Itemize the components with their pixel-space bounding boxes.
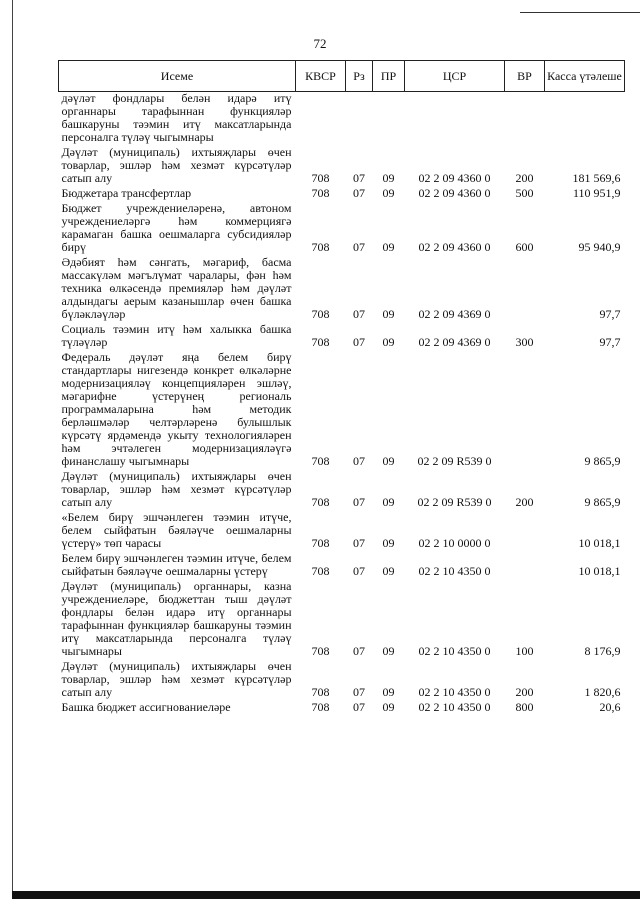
cell-vr: 800 (515, 700, 534, 714)
header-rz: Рз (346, 61, 373, 92)
cell-rz: 07 (353, 700, 365, 714)
cell-kvsr: 708 (311, 335, 330, 349)
cell-vr: 200 (515, 495, 534, 509)
cell-vr (505, 509, 545, 550)
cell-kvsr: 708 (311, 536, 330, 550)
cell-csr: 02 2 10 4350 0 (418, 644, 491, 658)
cell-kvsr: 708 (311, 454, 330, 468)
cell-name: Башка бюджет ассигнованиеләре (61, 700, 231, 714)
cell-name: Социаль тәэмин итү һәм халыкка башка түләүләр (61, 322, 292, 349)
cell-amount (545, 92, 625, 145)
header-kvsr: КВСР (296, 61, 346, 92)
cell-kvsr: 708 (311, 685, 330, 699)
cell-amount: 1 820,6 (584, 685, 621, 699)
cell-csr (405, 92, 505, 145)
cell-vr (505, 550, 545, 578)
page-number: 72 (313, 36, 327, 51)
cell-amount: 110 951,9 (572, 186, 621, 200)
cell-kvsr: 708 (311, 240, 330, 254)
cell-pr (373, 92, 405, 145)
cell-pr: 09 (382, 644, 395, 658)
cell-kvsr: 708 (311, 171, 330, 185)
cell-csr: 02 2 09 R539 0 (417, 495, 492, 509)
cell-vr: 200 (515, 171, 534, 185)
cell-amount: 97,7 (599, 335, 621, 349)
cell-kvsr: 708 (311, 644, 330, 658)
table-body (59, 92, 625, 715)
cell-csr: 02 2 09 4360 0 (418, 186, 491, 200)
cell-rz: 07 (353, 644, 365, 658)
table-row (59, 321, 625, 349)
table-row (59, 349, 625, 468)
table-row (59, 92, 625, 145)
cell-rz: 07 (353, 186, 365, 200)
cell-name: Дәүләт (муниципаль) ихтыяҗлары өчен товарлар, эшләр һәм хезмәт күрсәтүләр сатып алу (61, 145, 292, 185)
cell-kvsr: 708 (311, 700, 330, 714)
cell-rz: 07 (353, 454, 365, 468)
cell-pr: 09 (382, 240, 395, 254)
cell-csr: 02 2 10 4350 0 (418, 564, 491, 578)
table-header-row (59, 61, 625, 92)
cell-csr: 02 2 09 R539 0 (417, 454, 492, 468)
table-row (59, 578, 625, 658)
cell-kvsr: 708 (311, 186, 330, 200)
table-row (59, 509, 625, 550)
cell-vr: 300 (515, 335, 534, 349)
cell-amount: 9 865,9 (584, 454, 621, 468)
cell-name: Бюджет учреждениеләренә, автоном учреждениеләргә һәм коммерциягә карамаган башка оешмаларга субсидияләр бирү (61, 201, 292, 254)
cell-vr (505, 254, 545, 321)
cell-name: «Белем бирү эшчәнлеген тәэмин итүче, белем сыйфатын бәяләүче оешмаларны үстерү» төп чарасы (61, 510, 292, 550)
cell-name: Дәүләт (муниципаль) ихтыяҗлары өчен товарлар, эшләр һәм хезмәт күрсәтүләр сатып алу (61, 659, 292, 699)
cell-csr: 02 2 10 4350 0 (418, 685, 491, 699)
cell-amount: 181 569,6 (572, 171, 621, 185)
cell-kvsr (296, 92, 346, 145)
header-kassa: Касса үтәлеше (545, 61, 625, 92)
cell-rz: 07 (353, 307, 365, 321)
cell-pr: 09 (382, 495, 395, 509)
cell-rz: 07 (353, 564, 365, 578)
cell-vr: 500 (515, 186, 534, 200)
cell-amount: 20,6 (599, 700, 621, 714)
cell-name: Белем бирү эшчәнлеген тәэмин итүче, белем сыйфатын бәяләүче оешмаларны үстерү (61, 551, 292, 578)
cell-kvsr: 708 (311, 307, 330, 321)
cell-amount: 10 018,1 (578, 564, 621, 578)
cell-rz: 07 (353, 495, 365, 509)
cell-name: Дәүләт (муниципаль) органнары, казна учреждениеләре, бюджеттан тыш дәүләт фондлары белән идарә итү органнары тарафыннан функцияләр башкаруны тәэмин итү максатларында персоналга түләү чыгымнары (61, 579, 292, 658)
cell-rz: 07 (353, 685, 365, 699)
header-csr: ЦСР (405, 61, 505, 92)
cell-name: Бюджетара трансфертлар (61, 186, 192, 200)
cell-name: Федераль дәүләт яңа белем бирү стандартлары нигезендә конкрет өлкәләрне модернизацияләү концепцияләрен эшләү, мәгарифне үстерүнең региональ программаларына һәм методик берләшмәләр челтәрләренә булышлык күрсәтү ярдәмендә укыту технологияләрен һәм эчтәлеген модернизацияләүгә финанслашу чыгымнары (61, 350, 292, 468)
cell-vr: 100 (515, 644, 534, 658)
cell-csr: 02 2 09 4369 0 (418, 335, 491, 349)
cell-pr: 09 (382, 335, 395, 349)
table-row (59, 699, 625, 714)
table-row (59, 254, 625, 321)
table-row (59, 550, 625, 578)
header-name: Исеме (59, 61, 296, 92)
scan-bottom-edge (12, 891, 640, 899)
cell-vr (505, 349, 545, 468)
header-pr: ПР (373, 61, 405, 92)
cell-pr: 09 (382, 186, 395, 200)
cell-pr: 09 (382, 454, 395, 468)
table-row (59, 185, 625, 200)
table-row (59, 200, 625, 254)
cell-vr: 200 (515, 685, 534, 699)
cell-pr: 09 (382, 171, 395, 185)
cell-pr: 09 (382, 307, 395, 321)
cell-csr: 02 2 10 0000 0 (418, 536, 491, 550)
scan-left-edge (12, 0, 13, 899)
cell-rz (346, 92, 373, 145)
cell-amount: 97,7 (599, 307, 621, 321)
cell-amount: 95 940,9 (578, 240, 621, 254)
cell-csr: 02 2 09 4360 0 (418, 240, 491, 254)
cell-kvsr: 708 (311, 495, 330, 509)
cell-pr: 09 (382, 564, 395, 578)
cell-csr: 02 2 09 4360 0 (418, 171, 491, 185)
header-vr: ВР (505, 61, 545, 92)
table-row (59, 144, 625, 185)
table-row (59, 658, 625, 699)
cell-name: дәүләт фондлары белән идарә итү органнары тарафыннан функцияләр башкаруны тәэмин итү максатларында персоналга түләү чыгымнары (61, 91, 292, 144)
cell-name: Әдәбият һәм сәнгать, мәгариф, басма массакүләм мәгълүмат чаралары, фән һәм техника өлкәсендә премияләр һәм дәүләт алдындагы аерым казанышлар өчен башка бүләкләүләр (61, 255, 292, 321)
cell-csr: 02 2 09 4369 0 (418, 307, 491, 321)
cell-amount: 9 865,9 (584, 495, 621, 509)
cell-pr: 09 (382, 700, 395, 714)
cell-amount: 10 018,1 (578, 536, 621, 550)
corner-mark (520, 0, 640, 13)
cell-pr: 09 (382, 685, 395, 699)
cell-rz: 07 (353, 240, 365, 254)
cell-amount: 8 176,9 (584, 644, 621, 658)
cell-vr (505, 92, 545, 145)
table-row (59, 468, 625, 509)
cell-rz: 07 (353, 171, 365, 185)
cell-kvsr: 708 (311, 564, 330, 578)
cell-csr: 02 2 10 4350 0 (418, 700, 491, 714)
cell-rz: 07 (353, 536, 365, 550)
cell-name: Дәүләт (муниципаль) ихтыяҗлары өчен товарлар, эшләр һәм хезмәт күрсәтүләр сатып алу (61, 469, 292, 509)
cell-vr: 600 (515, 240, 534, 254)
cell-pr: 09 (382, 536, 395, 550)
budget-table (58, 60, 625, 714)
cell-rz: 07 (353, 335, 365, 349)
